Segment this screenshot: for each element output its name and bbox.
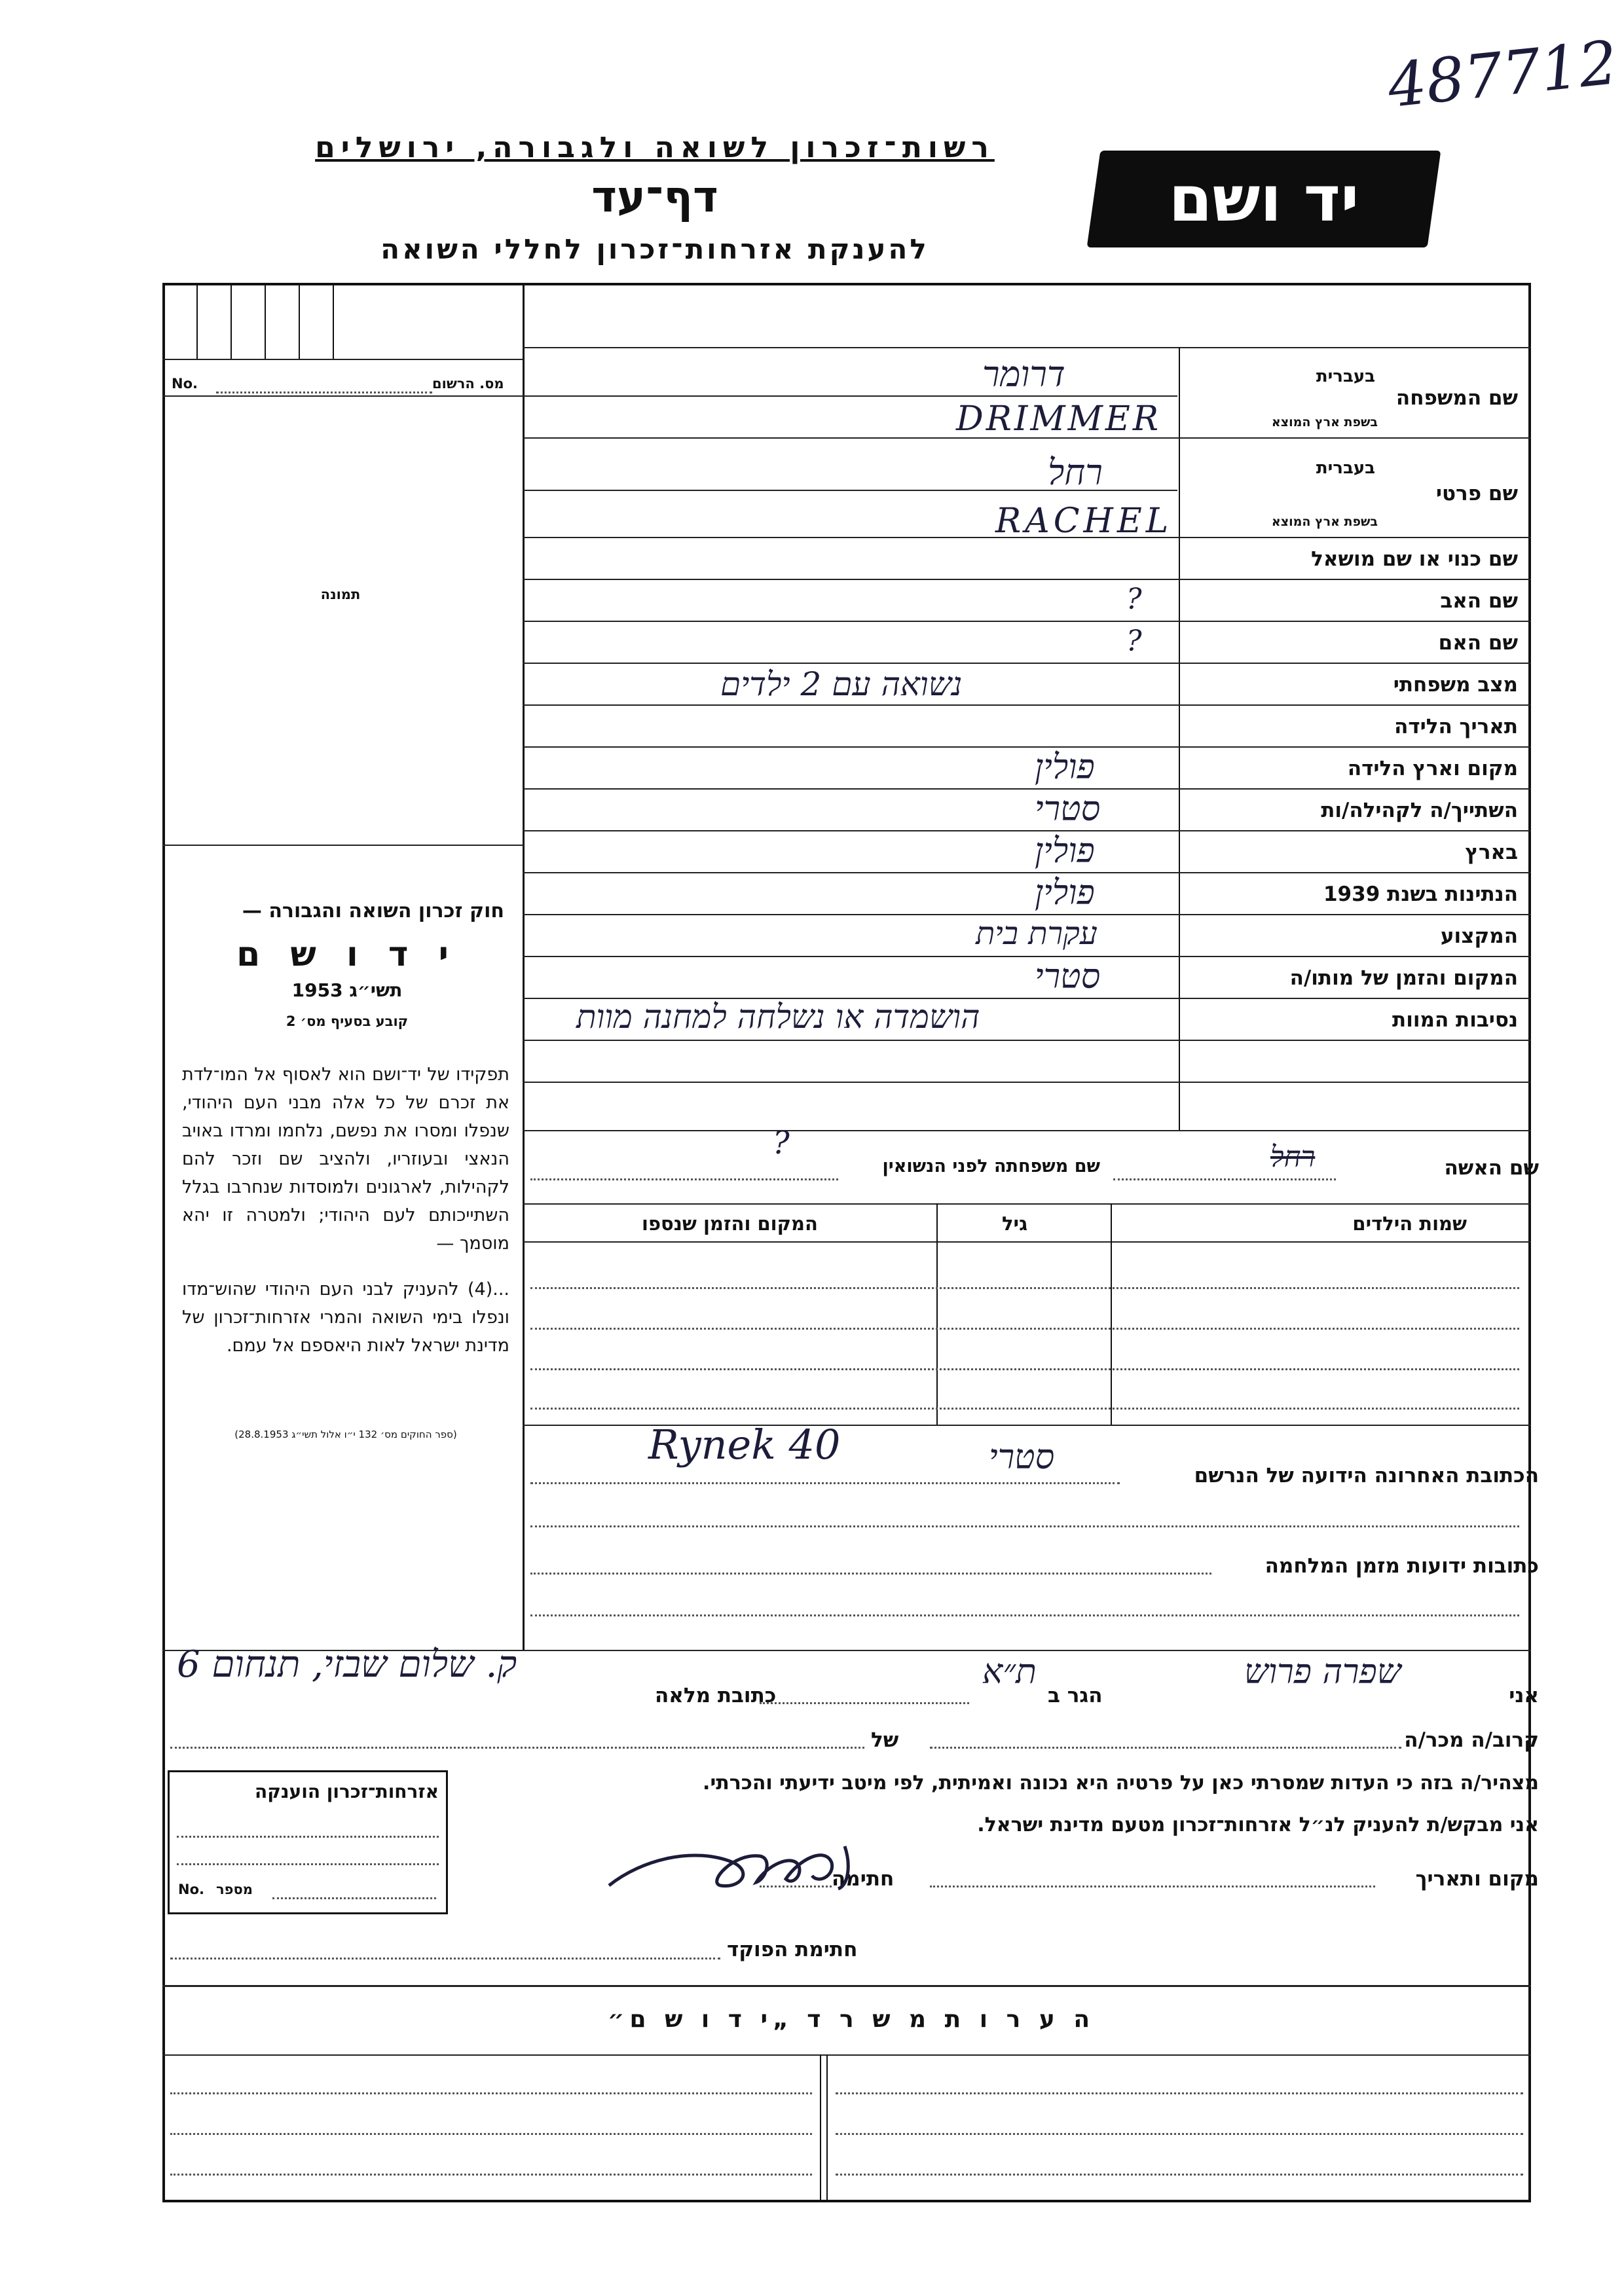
community-value: סטרי: [1035, 790, 1101, 829]
logo-text: יד ושם: [1168, 162, 1359, 236]
of-dots: [170, 1747, 864, 1749]
yad-vashem-logo: [1087, 151, 1441, 247]
cell-tick: [333, 283, 334, 359]
death-circumstances-value: הושמדה או נשלחה למחנה מוות: [576, 998, 980, 1036]
remarks-row: [170, 2133, 812, 2135]
dots: [760, 1702, 969, 1704]
maiden-name-label: שם משפחתה לפני הנשואין: [882, 1156, 1100, 1176]
left-panel-divider: [523, 283, 525, 1651]
row-line: [523, 1040, 1531, 1041]
country-value: פולין: [1035, 831, 1095, 871]
citizenship-value: פולין: [1035, 873, 1095, 913]
law-clause: קובע בסעיף מס׳ 2: [286, 1013, 409, 1029]
remarks-row: [170, 2174, 812, 2176]
authority-heading: רשות־זכרון לשואה ולגבורה, ירושלים: [315, 131, 995, 164]
row-line: [523, 956, 1531, 957]
nickname-label: שם כנוי או שם מושאל: [1311, 547, 1518, 571]
war-addresses-label: כתובות ידועות מזמן המלחמה: [1264, 1554, 1539, 1578]
law-source: (ספר החוקים מס׳ 132 י״ו אלול תשי״ג 28.8.1953): [234, 1429, 457, 1440]
photo-label: תמונה: [320, 587, 361, 602]
profession-value: עקרת בית: [976, 915, 1098, 952]
row-line: [523, 872, 1531, 873]
maiden-dots: [530, 1178, 838, 1180]
of-label: של: [871, 1728, 899, 1752]
remarks-row: [836, 2092, 1523, 2094]
relative-label: קרוב/ה מכר/ה: [1404, 1728, 1539, 1752]
remarks-row: [836, 2133, 1523, 2135]
cell-tick: [265, 283, 266, 359]
relative-dots: [930, 1747, 1401, 1749]
community-label: השתייך/ה לקהילה/ות: [1321, 799, 1518, 822]
cell-tick: [231, 283, 232, 359]
form-title: דף־עד: [591, 172, 718, 222]
first-name-hebrew-sub: בעברית: [1316, 458, 1375, 478]
law-text-2: ...(4) להעניק לבני העם היהודי שהוש־מדו ונפלו בימי השואה והמרי אזרחות־זכרון של מדינת ישראל לאות היאספם אל עמם.: [182, 1279, 509, 1356]
birth-date-label: תאריך הלידה: [1394, 715, 1518, 738]
place-date-dots: [930, 1886, 1375, 1887]
family-name-latin-value: DRIMMER: [956, 399, 1161, 439]
declarant-city-value: ת״א: [982, 1652, 1037, 1692]
row-line: [523, 621, 1531, 622]
address-dots-2: [530, 1525, 1519, 1527]
children-table-top: [523, 1203, 1531, 1205]
form-subtitle: להענקת אזרחות־זכרון לחללי השואה: [380, 233, 929, 265]
family-name-hebrew-sub: בעברית: [1316, 367, 1375, 386]
signature-label: חתימה: [832, 1867, 895, 1891]
declarant-name-value: שפרה פרוש: [1244, 1652, 1401, 1692]
row-line: [523, 579, 1531, 580]
value-label-divider: [1179, 347, 1180, 1130]
remarks-row: [170, 2092, 812, 2094]
profession-label: המקצוע: [1440, 924, 1518, 948]
death-place-label: המקום והזמן של מותו/ה: [1289, 966, 1518, 990]
cell-tick: [299, 283, 300, 359]
declarant-address-label: כתובת מלאה: [655, 1684, 777, 1707]
reg-dots: [216, 392, 432, 393]
wife-label: שם האשה: [1444, 1156, 1539, 1180]
left-photo-bottom: [162, 845, 524, 846]
place-date-label: מקום ותאריך: [1415, 1867, 1539, 1891]
box-no: No.: [178, 1882, 204, 1897]
row-line: [523, 704, 1531, 706]
row-line: [523, 1082, 1531, 1083]
top-strip-line: [523, 347, 1531, 348]
children-col-divider: [1111, 1203, 1112, 1425]
father-name-value: ?: [1126, 583, 1142, 616]
birthplace-label: מקום וארץ הלידה: [1347, 757, 1518, 780]
law-text-1: תפקידו של יד־ושם הוא לאסוף אל המו־לדת את זכרם של כל אלה מבני העם היהודי, שנפלו ומסרו את נפשם, נלחמו ומרדו באויב הנאצי ובעוזריו, ולהציב שם וזכר להם לקהילות, לארגונים ולמוסדות שנחרבו בגלל השתייכותם לעם היהודי; ולמטרה זו יהא מוסמך —: [182, 1065, 509, 1254]
wife-dots: [1113, 1178, 1336, 1180]
declaration-text: מצהיר/ה בזה כי העדות שמסרתי כאן על פרטיה היא נכונה ואמיתית, לפי מיטב ידיעתי והכרתי.: [703, 1772, 1539, 1795]
box-number-label: מספר: [216, 1882, 253, 1897]
remarks-col-divider: [820, 2054, 821, 2200]
first-name-label: שם פרטי: [1435, 482, 1518, 505]
children-row: [530, 1328, 1519, 1330]
family-name-hebrew-value: דרומר: [982, 354, 1065, 395]
death-circumstances-label: נסיבות המוות: [1392, 1008, 1518, 1032]
box-dots: [272, 1897, 436, 1899]
corner-number: 487712: [1384, 27, 1621, 122]
wife-value: רחל: [1270, 1140, 1316, 1174]
law-name: י ד ו ש ם: [236, 935, 458, 974]
row-line: [523, 830, 1531, 831]
children-names-header: שמות הילדים: [1352, 1212, 1467, 1235]
row-line: [523, 788, 1531, 790]
children-row: [530, 1408, 1519, 1410]
death-place-value: סטרי: [1035, 957, 1101, 996]
request-text: אני מבקש/ת להעניק לנ״ל אזרחות־זכרון מטעם מדינת ישראל.: [977, 1813, 1539, 1836]
children-table-header-bottom: [523, 1241, 1531, 1243]
last-address-city: סטרי: [989, 1438, 1055, 1477]
box-dots: [177, 1863, 439, 1865]
row-line: [523, 663, 1531, 664]
first-name-latin-value: RACHEL: [995, 501, 1173, 541]
handwritten-signature: [602, 1827, 917, 1905]
war-address-dots-2: [530, 1614, 1519, 1616]
declarant-resides-label: הגר ב: [1048, 1684, 1103, 1707]
declarant-address-value: ק. שלום שבזי, תנחום 6: [177, 1643, 517, 1686]
remarks-line: [162, 2054, 1531, 2056]
marital-status-label: מצב משפחתי: [1393, 673, 1518, 697]
citizenship-label: הנתינות בשנת 1939: [1323, 883, 1518, 906]
declarant-ani: אני: [1509, 1684, 1539, 1707]
law-year: תשי״ג 1953: [291, 979, 403, 1001]
marital-status-value: נשואה עם 2 ילדים: [720, 665, 963, 703]
war-address-dots: [530, 1573, 1211, 1575]
father-name-label: שם האב: [1440, 589, 1518, 613]
last-address-label: הכתובת האחרונה הידועה של הנרשם: [1194, 1464, 1539, 1487]
remarks-divider: [162, 1985, 1531, 1987]
registration-label: מס. הרשום: [432, 376, 504, 392]
law-title: חוק זכרון השואה והגבורה —: [242, 900, 504, 922]
first-name-origin-sub: בשפת ארץ המוצא: [1271, 515, 1378, 529]
remarks-row: [836, 2174, 1523, 2176]
children-place-header: המקום והזמן שנספו: [642, 1212, 818, 1235]
birthplace-value: פולין: [1035, 748, 1095, 787]
officer-dots: [170, 1958, 720, 1959]
mother-name-label: שם האם: [1438, 631, 1518, 655]
maiden-name-value: ?: [773, 1125, 790, 1161]
box-dots: [177, 1836, 439, 1838]
cell-tick: [196, 283, 198, 359]
country-label: בארץ: [1465, 841, 1518, 864]
children-row: [530, 1287, 1519, 1289]
citizenship-granted-title: אזרחות־זכרון הוענקה: [255, 1781, 439, 1802]
remarks-col-divider: [826, 2054, 828, 2200]
row-line: [523, 395, 1177, 397]
row-line: [523, 746, 1531, 748]
registration-no: No.: [172, 376, 198, 392]
children-row: [530, 1368, 1519, 1370]
row-line: [523, 1130, 1531, 1131]
children-col-divider: [936, 1203, 938, 1425]
officer-signature-label: חתימת הפוקד: [727, 1938, 858, 1961]
family-name-label: שם המשפחה: [1395, 386, 1518, 410]
left-top-line: [162, 359, 524, 360]
last-address-value: Rynek 40: [648, 1421, 841, 1468]
remarks-title: ה ע ר ו ת מ ש ר ד „י ד ו ש ם״: [607, 2006, 1096, 2033]
children-age-header: גיל: [1002, 1212, 1028, 1235]
left-reg-line: [162, 395, 524, 397]
last-address-dots: [530, 1482, 1120, 1484]
mother-name-value: ?: [1126, 625, 1142, 658]
family-name-origin-sub: בשפת ארץ המוצא: [1271, 415, 1378, 429]
first-name-hebrew-value: רחל: [1048, 452, 1103, 493]
